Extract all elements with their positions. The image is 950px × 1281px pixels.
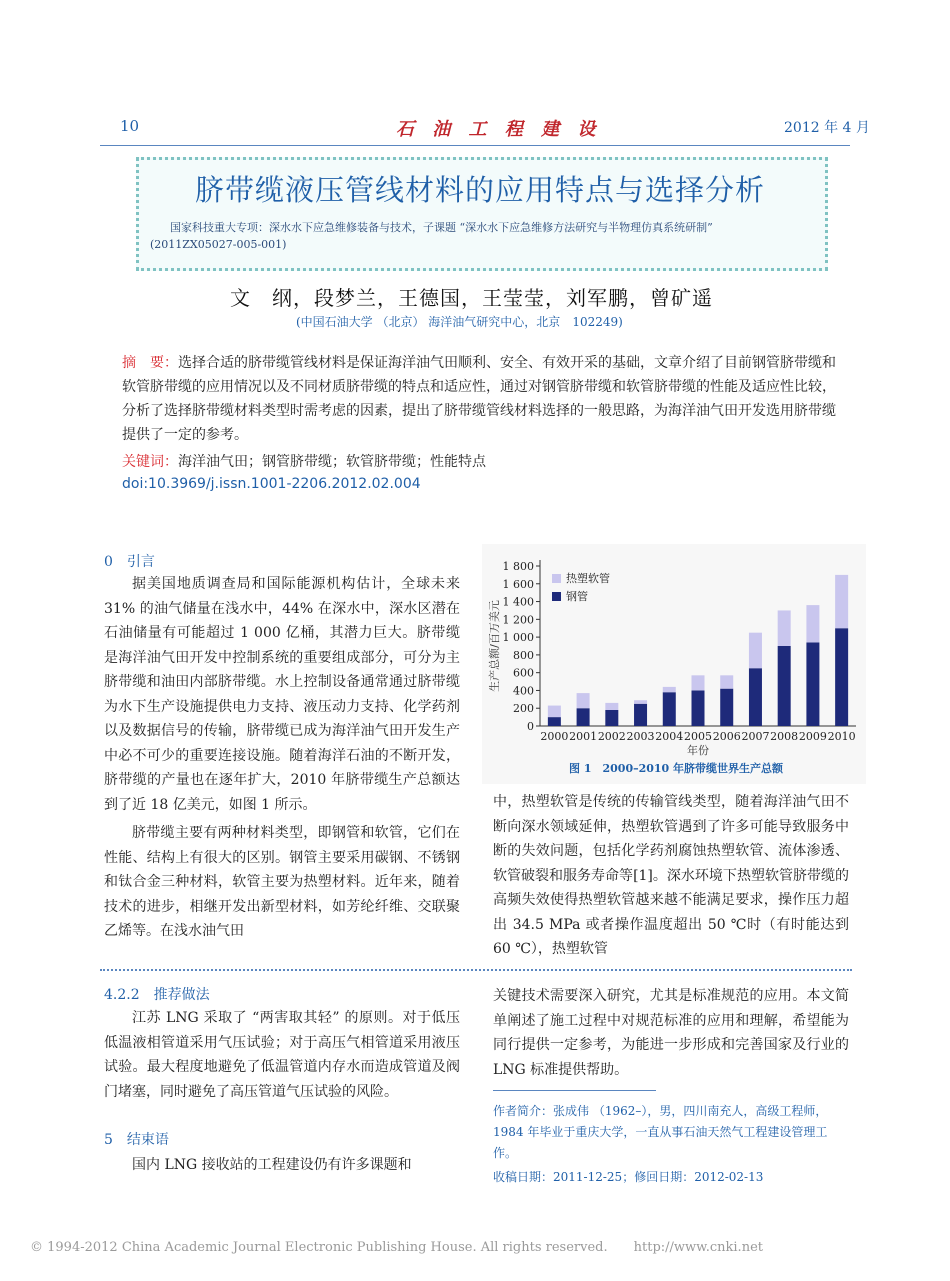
header-rule bbox=[100, 145, 850, 146]
bar-steel bbox=[778, 646, 791, 726]
bar-flexible bbox=[749, 633, 762, 669]
legend-label-flexible: 热塑软管 bbox=[566, 572, 610, 585]
figure-caption: 图 1 2000–2010 年脐带缆世界生产总额 bbox=[569, 762, 784, 775]
note-rule bbox=[493, 1090, 656, 1091]
y-tick-label: 200 bbox=[513, 702, 534, 716]
paper-title: 脐带缆液压管线材料的应用特点与选择分析 bbox=[194, 173, 765, 207]
paragraph: 脐带缆主要有两种材料类型，即钢管和软管，它们在性能、结构上有很大的区别。钢管主要采用碳钢、不锈钢和钛合金三种材料，软管主要为热塑材料。近年来，随着技术的进步，相继开发出新型材料，如芳纶纤维、交联聚乙烯等。在浅水油气田 bbox=[104, 825, 460, 939]
y-axis-label: 生产总额/百万美元 bbox=[488, 600, 501, 692]
bar-steel bbox=[577, 708, 590, 726]
bar-flexible bbox=[663, 687, 676, 692]
x-tick-label: 2004 bbox=[655, 730, 684, 743]
legend-swatch-steel bbox=[552, 592, 561, 601]
paragraph bbox=[104, 1006, 460, 1104]
y-tick-label: 1 400 bbox=[502, 595, 534, 609]
keywords-label: 关键词： bbox=[122, 454, 178, 470]
section-422-heading: 4.2.2 推荐做法 bbox=[104, 987, 210, 1003]
y-tick-label: 1 200 bbox=[502, 613, 534, 627]
y-tick-label: 0 bbox=[527, 720, 534, 733]
x-tick-label: 2003 bbox=[626, 730, 655, 743]
figure-1 bbox=[482, 544, 866, 784]
keywords-text: 海洋油气田；钢管脐带缆；软管脐带缆；性能特点 bbox=[178, 454, 486, 470]
paragraph-text: 关键技术需要深入研究，尤其是标准规范的应用。本文简单阐述了施工过程中对规范标准的应用和理解，希望能为同行提供一定参考，为能进一步形成和完善国家及行业的 LNG 标准提供帮助。 bbox=[493, 988, 849, 1078]
issue-date: 2012 年 4 月 bbox=[784, 120, 870, 136]
bar-steel bbox=[835, 628, 848, 726]
paragraph bbox=[104, 1153, 460, 1178]
y-tick-label: 1 600 bbox=[502, 577, 534, 591]
abstract-label: 摘 要： bbox=[122, 355, 178, 371]
x-tick-label: 2006 bbox=[712, 730, 741, 743]
fund-number: (2011ZX05027-005-001) bbox=[150, 238, 287, 251]
y-tick-label: 600 bbox=[513, 666, 534, 680]
page-number: 10 bbox=[120, 117, 140, 135]
author-note: 作者简介：张成伟 （1962–），男，四川南充人，高级工程师，1984 年毕业于重庆大学，一直从事石油天然气工程建设管理工作。 bbox=[493, 1104, 828, 1160]
bar-flexible bbox=[634, 700, 647, 704]
bar-flexible bbox=[720, 675, 733, 688]
bar-flexible bbox=[605, 703, 618, 710]
y-tick-label: 400 bbox=[513, 684, 534, 698]
bar-flexible bbox=[806, 605, 819, 642]
paragraph-text: 国内 LNG 接收站的工程建设仍有许多课题和 bbox=[132, 1157, 412, 1173]
y-tick-label: 1 800 bbox=[502, 560, 534, 573]
authors: 文 纲，段梦兰，王德国，王莹莹，刘军鹏，曾矿遥 bbox=[230, 286, 713, 310]
x-tick-label: 2005 bbox=[684, 730, 712, 743]
article-divider bbox=[100, 969, 852, 971]
bar-steel bbox=[806, 642, 819, 726]
bar-flexible bbox=[548, 706, 561, 718]
journal-name: 石 油 工 程 建 设 bbox=[396, 119, 602, 140]
x-tick-label: 2008 bbox=[770, 730, 799, 743]
bar-flexible bbox=[692, 675, 705, 690]
bar-steel bbox=[605, 710, 618, 726]
abstract bbox=[122, 351, 842, 447]
legend-label-steel: 钢管 bbox=[566, 590, 588, 603]
x-tick-label: 2000 bbox=[540, 730, 569, 743]
affiliation: (中国石油大学 （北京） 海洋油气研究中心，北京 102249) bbox=[296, 315, 623, 329]
x-axis-label: 年份 bbox=[687, 744, 709, 756]
keywords bbox=[122, 451, 486, 471]
bar-flexible bbox=[835, 575, 848, 628]
doi-link[interactable]: doi:10.3969/j.issn.1001-2206.2012.02.004 bbox=[122, 476, 421, 492]
section-0-heading: 0 引言 bbox=[104, 554, 155, 570]
bar-chart bbox=[482, 544, 866, 756]
bar-steel bbox=[663, 692, 676, 726]
right-column bbox=[493, 790, 849, 962]
copyright-footer: © 1994-2012 China Academic Journal Electronic Publishing House. All rights reserved. http://www.cnki.net bbox=[30, 1240, 763, 1255]
received-dates: 收稿日期：2011-12-25；修回日期：2012-02-13 bbox=[493, 1170, 764, 1184]
bar-steel bbox=[692, 690, 705, 726]
bar-flexible bbox=[577, 693, 590, 708]
section-5-heading: 5 结束语 bbox=[104, 1132, 169, 1148]
bar-steel bbox=[548, 717, 561, 726]
paragraph bbox=[493, 984, 849, 1082]
left-column bbox=[104, 572, 460, 944]
y-tick-label: 1 000 bbox=[502, 631, 534, 645]
bar-steel bbox=[720, 689, 733, 726]
x-tick-label: 2010 bbox=[827, 730, 856, 743]
bar-flexible bbox=[778, 610, 791, 646]
x-tick-label: 2002 bbox=[597, 730, 626, 743]
paragraph-text: 江苏 LNG 采取了 “两害取其轻” 的原则。对于低压低温液相管道采用气压试验；对于高压气相管道采用液压试验。最大程度地避免了低温管道内存水而造成管道及阀门堵塞，同时避免了高压管道气压试验的风险。 bbox=[104, 1010, 460, 1100]
x-tick-label: 2009 bbox=[798, 730, 827, 743]
legend-swatch-flexible bbox=[552, 574, 561, 583]
paragraph: 据美国地质调查局和国际能源机构估计，全球未来 31% 的油气储量在浅水中，44% 在深水中，深水区潜在石油储量有可能超过 1 000 亿桶，其潜力巨大。脐带缆是海洋油气田开发中控制系统的重要组成部分，可分为主脐带缆和油田内部脐带缆。水上控制设备通常通过脐带缆为水下生产设施提供电力支持、液压动力支持、化学药剂以及数据信号的传输，脐带缆已成为海洋油气田开发生产中必不可少的重要连接设施。随着海洋石油的不断开发，脐带缆的产量也在逐年扩大，2010 年脐带缆生产总额达到了近 18 亿美元，如图 1 所示。 bbox=[104, 576, 460, 813]
bar-steel bbox=[749, 668, 762, 726]
fund-note: 国家科技重大专项：深水水下应急维修装备与技术，子课题 “深水水下应急维修方法研究与半物理仿真系统研制” bbox=[170, 221, 713, 234]
bar-steel bbox=[634, 704, 647, 726]
paragraph: 中，热塑软管是传统的传输管线类型，随着海洋油气田不断向深水领域延伸，热塑软管遇到了许多可能导致服务中断的失效问题，包括化学药剂腐蚀热塑软管、流体渗透、软管破裂和服务寿命等[1]。深水环境下热塑软管脐带缆的高频失效使得热塑软管越来越不能满足要求，操作压力超出 34.5 MPa 或者操作温度超出 50 ℃时（有时能达到 60 ℃），热塑软管 bbox=[493, 794, 849, 957]
x-tick-label: 2007 bbox=[741, 730, 770, 743]
abstract-text: 选择合适的脐带缆管线材料是保证海洋油气田顺利、安全、有效开采的基础，文章介绍了目前钢管脐带缆和软管脐带缆的应用情况以及不同材质脐带缆的特点和适应性，通过对钢管脐带缆和软管脐带缆的性能及适应性比较，分析了选择脐带缆材料类型时需考虑的因素，提出了脐带缆管线材料选择的一般思路，为海洋油气田开发选用脐带缆提供了一定的参考。 bbox=[122, 355, 836, 443]
y-tick-label: 800 bbox=[513, 648, 534, 662]
x-tick-label: 2001 bbox=[569, 730, 598, 743]
